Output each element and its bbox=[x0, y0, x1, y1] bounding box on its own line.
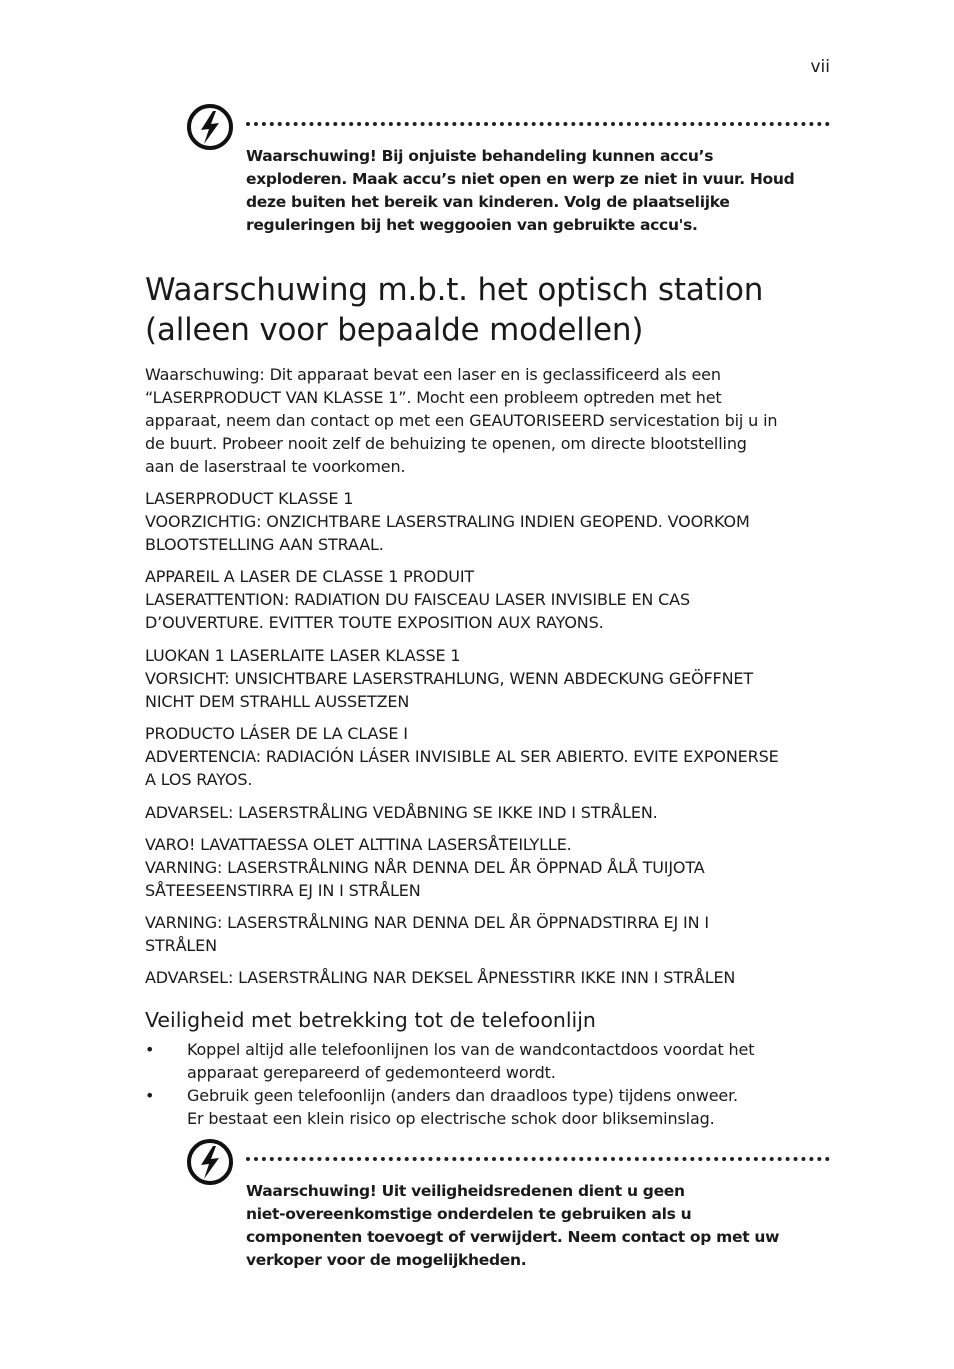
list-item bbox=[145, 1038, 835, 1084]
paragraph-intro bbox=[145, 363, 835, 478]
text-line: LASERPRODUCT KLASSE 1 bbox=[145, 489, 354, 508]
warning-text bbox=[246, 1180, 832, 1272]
text-line: Koppel altijd alle telefoonlijnen los van de wandcontactdoos voordat het bbox=[187, 1040, 755, 1059]
warning-line: reguleringen bij het weggooien van gebruikte accu's. bbox=[246, 216, 698, 234]
text-line: VARNING: LASERSTRÅLNING NAR DENNA DEL ÅR ÖPPNADSTIRRA EJ IN I bbox=[145, 913, 709, 932]
warning-line: deze buiten het bereik van kinderen. Volg de plaatselijke bbox=[246, 193, 730, 211]
list-item bbox=[145, 1084, 835, 1130]
text-line: “LASERPRODUCT VAN KLASSE 1”. Mocht een probleem optreden met het bbox=[145, 388, 722, 407]
text-line: apparaat gerepareerd of gedemonteerd wordt. bbox=[187, 1063, 556, 1082]
text-line: ADVARSEL: LASERSTRÅLING VEDÅBNING SE IKKE IND I STRÅLEN. bbox=[145, 803, 658, 822]
bullet-list bbox=[145, 1038, 835, 1130]
dotted-divider bbox=[246, 122, 830, 126]
text-line: NICHT DEM STRAHLL AUSSETZEN bbox=[145, 692, 410, 711]
text-line: apparaat, neem dan contact op met een GEAUTORISEERD servicestation bij u in bbox=[145, 411, 778, 430]
paragraph-laser-fi-sv bbox=[145, 833, 835, 902]
section-title bbox=[145, 270, 845, 350]
text-line: LUOKAN 1 LASERLAITE LASER KLASSE 1 bbox=[145, 646, 461, 665]
page-number: vii bbox=[810, 57, 830, 77]
warning-line: exploderen. Maak accu’s niet open en werp ze niet in vuur. Houd bbox=[246, 170, 795, 188]
warning-line: niet-overeenkomstige onderdelen te gebruiken als u bbox=[246, 1205, 692, 1223]
text-line: D’OUVERTURE. EVITTER TOUTE EXPOSITION AUX RAYONS. bbox=[145, 613, 604, 632]
warning-line: Waarschuwing! Uit veiligheidsredenen dient u geen bbox=[246, 1182, 685, 1200]
warning-line: componenten toevoegt of verwijdert. Neem contact op met uw bbox=[246, 1228, 780, 1246]
text-line: Waarschuwing: Dit apparaat bevat een laser en is geclassificeerd als een bbox=[145, 365, 721, 384]
warning-lightning-icon bbox=[186, 103, 234, 151]
text-line: BLOOTSTELLING AAN STRAAL. bbox=[145, 535, 384, 554]
text-line: A LOS RAYOS. bbox=[145, 770, 253, 789]
dotted-divider bbox=[246, 1157, 830, 1161]
text-line: LASERATTENTION: RADIATION DU FAISCEAU LASER INVISIBLE EN CAS bbox=[145, 590, 690, 609]
text-line: Gebruik geen telefoonlijn (anders dan draadloos type) tijdens onweer. bbox=[187, 1086, 738, 1105]
text-line: Er bestaat een klein risico op electrische schok door blikseminslag. bbox=[187, 1109, 715, 1128]
text-line: STRÅLEN bbox=[145, 936, 217, 955]
paragraph-laser-es bbox=[145, 722, 835, 791]
warning-text bbox=[246, 145, 832, 237]
text-line: PRODUCTO LÁSER DE LA CLASE I bbox=[145, 724, 408, 743]
paragraph-laser-nl bbox=[145, 487, 835, 556]
subsection-title: Veiligheid met betrekking tot de telefoonlijn bbox=[145, 1008, 596, 1032]
paragraph-laser-no bbox=[145, 966, 835, 989]
bullet-glyph: • bbox=[145, 1040, 155, 1059]
text-line: aan de laserstraal te voorkomen. bbox=[145, 457, 406, 476]
section-title-line: (alleen voor bepaalde modellen) bbox=[145, 312, 644, 348]
text-line: ADVARSEL: LASERSTRÅLING NAR DEKSEL ÅPNESSTIRR IKKE INN I STRÅLEN bbox=[145, 968, 736, 987]
warning-line: Waarschuwing! Bij onjuiste behandeling kunnen accu’s bbox=[246, 147, 714, 165]
text-line: VORSICHT: UNSICHTBARE LASERSTRAHLUNG, WENN ABDECKUNG GEÖFFNET bbox=[145, 669, 753, 688]
text-line: de buurt. Probeer nooit zelf de behuizing te openen, om directe blootstelling bbox=[145, 434, 747, 453]
text-line: VOORZICHTIG: ONZICHTBARE LASERSTRALING INDIEN GEOPEND. VOORKOM bbox=[145, 512, 750, 531]
paragraph-laser-da bbox=[145, 801, 835, 824]
warning-lightning-icon bbox=[186, 1138, 234, 1186]
paragraph-laser-fr bbox=[145, 565, 835, 634]
text-line: APPAREIL A LASER DE CLASSE 1 PRODUIT bbox=[145, 567, 475, 586]
text-line: SÅTEESEENSTIRRA EJ IN I STRÅLEN bbox=[145, 881, 421, 900]
warning-box-battery bbox=[186, 103, 832, 243]
text-line: VARO! LAVATTAESSA OLET ALTTINA LASERSÅTEILYLLE. bbox=[145, 835, 572, 854]
text-line: ADVERTENCIA: RADIACIÓN LÁSER INVISIBLE AL SER ABIERTO. EVITE EXPONERSE bbox=[145, 747, 779, 766]
section-title-line: Waarschuwing m.b.t. het optisch station bbox=[145, 272, 764, 308]
warning-line: verkoper voor de mogelijkheden. bbox=[246, 1251, 527, 1269]
warning-box-parts bbox=[186, 1138, 832, 1278]
bullet-glyph: • bbox=[145, 1086, 155, 1105]
paragraph-laser-de bbox=[145, 644, 835, 713]
paragraph-laser-sv bbox=[145, 911, 835, 957]
text-line: VARNING: LASERSTRÅLNING NÅR DENNA DEL ÅR ÖPPNAD ÅLÅ TUIJOTA bbox=[145, 858, 705, 877]
